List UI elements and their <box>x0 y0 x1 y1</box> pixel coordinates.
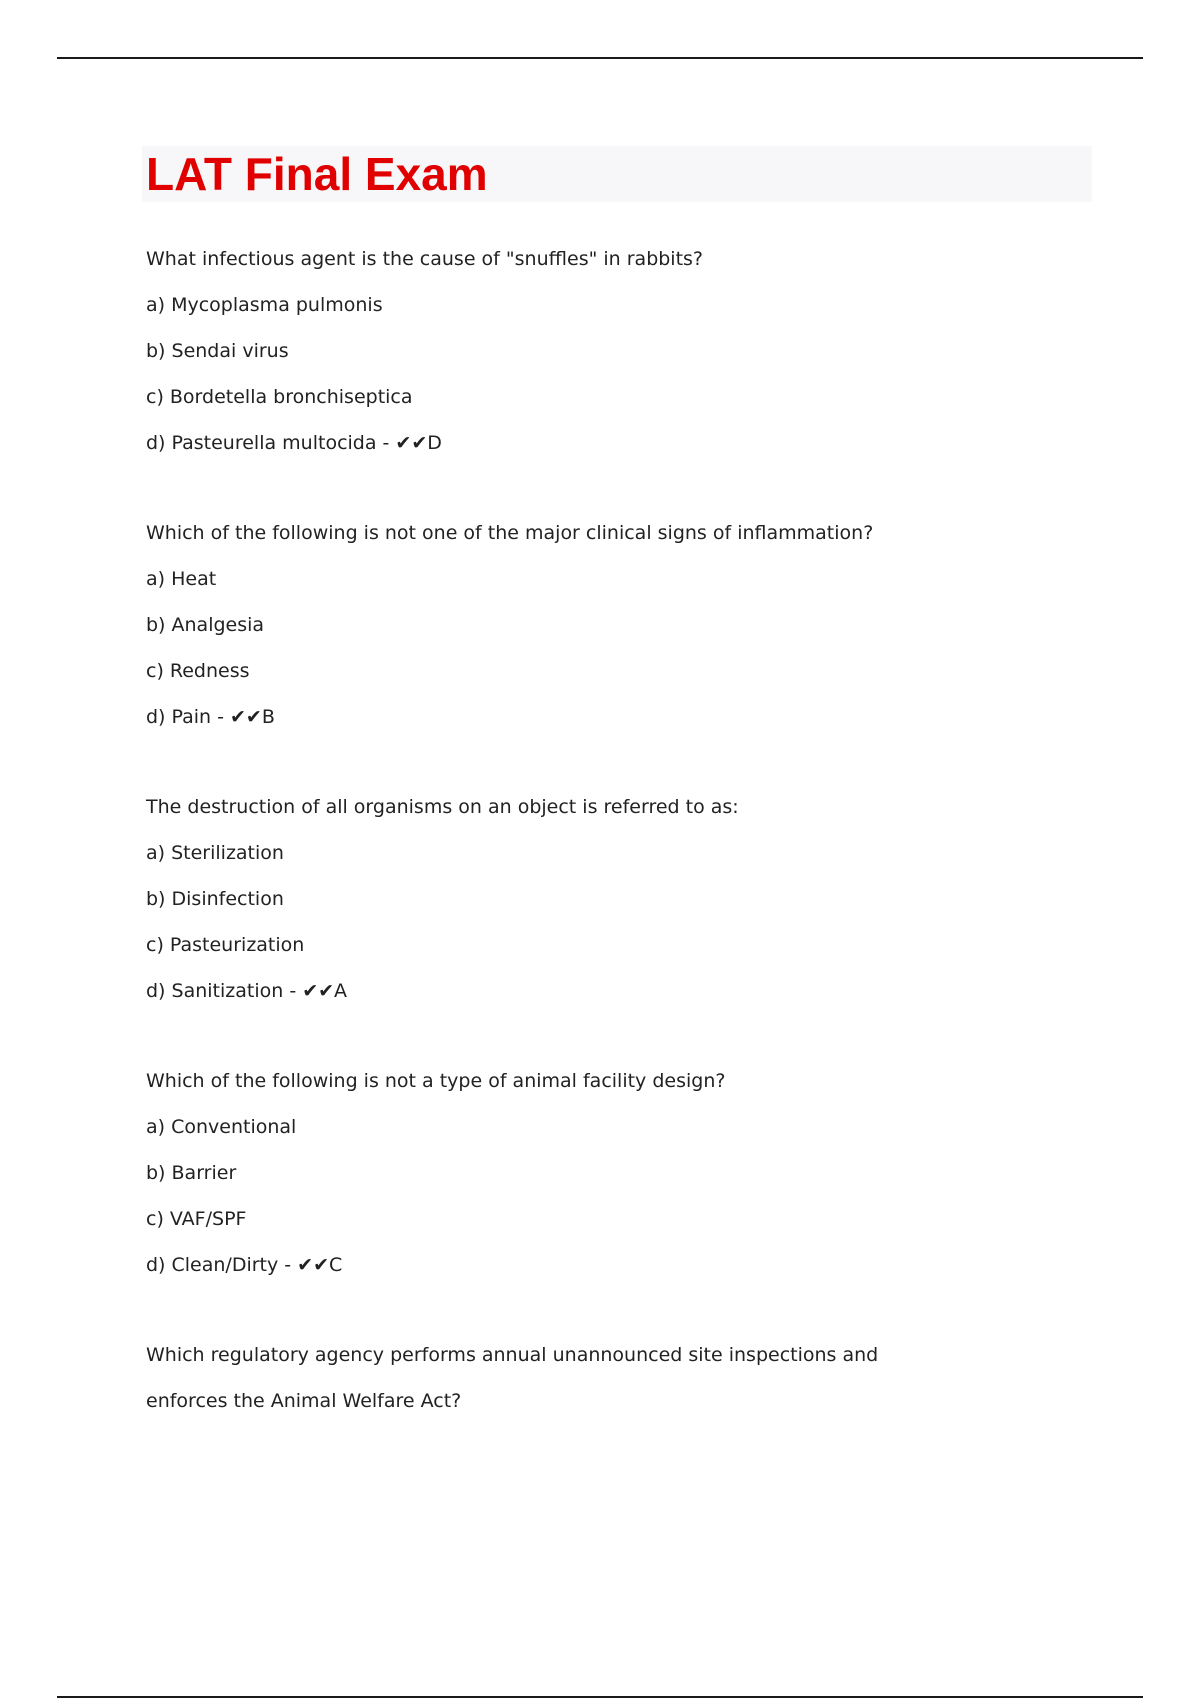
question-text: Which of the following is not a type of animal facility design? <box>146 1070 726 1092</box>
question-5 <box>146 1332 1046 1424</box>
option-b: b) Sendai virus <box>146 340 289 362</box>
question-text-line-2: enforces the Animal Welfare Act? <box>146 1390 462 1412</box>
option-d-answer: d) Pasteurella multocida - ✔✔D <box>146 432 442 454</box>
option-d-answer: d) Sanitization - ✔✔A <box>146 980 348 1002</box>
option-b: b) Barrier <box>146 1162 237 1184</box>
option-a: a) Heat <box>146 568 217 590</box>
question-text-line-1: Which regulatory agency performs annual unannounced site inspections and <box>146 1344 879 1366</box>
bottom-rule <box>57 1696 1143 1698</box>
document-title: LAT Final Exam <box>146 148 488 200</box>
question-3 <box>146 784 1046 1014</box>
option-a: a) Sterilization <box>146 842 284 864</box>
question-2 <box>146 510 1046 740</box>
question-text: What infectious agent is the cause of "snuffles" in rabbits? <box>146 248 704 270</box>
question-text: Which of the following is not one of the major clinical signs of inflammation? <box>146 522 874 544</box>
option-c: c) Bordetella bronchiseptica <box>146 386 413 408</box>
option-a: a) Conventional <box>146 1116 297 1138</box>
question-1 <box>146 236 1046 466</box>
option-b: b) Analgesia <box>146 614 265 636</box>
option-b: b) Disinfection <box>146 888 284 910</box>
top-rule <box>57 57 1143 59</box>
question-text: The destruction of all organisms on an object is referred to as: <box>146 796 739 818</box>
option-c: c) VAF/SPF <box>146 1208 247 1230</box>
question-list <box>146 236 1046 1468</box>
option-c: c) Redness <box>146 660 250 682</box>
option-c: c) Pasteurization <box>146 934 305 956</box>
option-d-answer: d) Clean/Dirty - ✔✔C <box>146 1254 343 1276</box>
question-4 <box>146 1058 1046 1288</box>
option-a: a) Mycoplasma pulmonis <box>146 294 383 316</box>
option-d-answer: d) Pain - ✔✔B <box>146 706 275 728</box>
